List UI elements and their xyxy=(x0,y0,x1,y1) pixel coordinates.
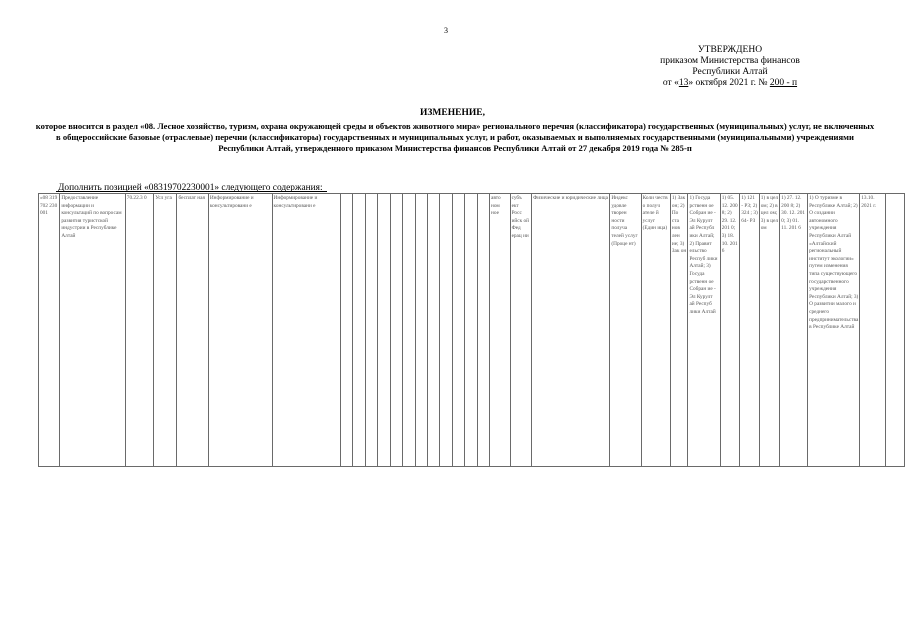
cell-content-1: Информирование и консультировани е xyxy=(208,194,272,467)
cell-empty xyxy=(465,194,477,467)
approval-number: 200 - п xyxy=(769,78,798,88)
cell-founder: субъ ект Росс ийск ой Фед ерац ии xyxy=(510,194,532,467)
approval-stamp xyxy=(600,45,860,89)
cell-act-type: 1) Зак он; 2) По ста нов лен ие; 3) Зак он xyxy=(670,194,688,467)
cell-act-effective-date: 1) 27. 12. 200 8; 2) 30. 12. 201 0; 3) 01. 11. 201 6 xyxy=(780,194,808,467)
approval-date-line xyxy=(600,78,860,89)
approval-line-3: Республики Алтай xyxy=(692,67,768,77)
cell-payment: бесплат ная xyxy=(177,194,208,467)
cell-act-scope: 1) в цел ом; 2) в цел ом; 3) в цел ом xyxy=(759,194,779,467)
cell-quality-indicator: Индекс удовле творен ности получа телей услуг (Проце нт) xyxy=(610,194,641,467)
cell-empty xyxy=(378,194,390,467)
table-row xyxy=(39,194,905,467)
cell-empty xyxy=(885,194,904,467)
classifier-table xyxy=(38,193,905,467)
lead-sentence: Дополнить позицией «08319702230001» следующего содержания: xyxy=(58,183,323,193)
cell-act-date: 1) 05. 12. 200 8; 2) 29. 12. 201 0; 3) 18. 10. 201 6 xyxy=(720,194,739,467)
cell-act-issuer: 1) Госуда рственн ое Собран ие - Эл Курулт ай Республ ики Алтай; 2) Правит ельство Респуб лики Алтай; 3) Госуда рственн ое Собран ие - Эл Курулт ай Респуб лики Алтай xyxy=(688,194,720,467)
approval-date-mid: » октября 2021 г. № xyxy=(688,78,768,88)
approval-line-2: приказом Министерства финансов xyxy=(660,56,800,66)
cell-act-number: 1) 121 - РЗ; 2) 324 ; 3) 64- РЗ xyxy=(740,194,759,467)
document-title: ИЗМЕНЕНИЕ, xyxy=(420,108,485,118)
approval-day: 13 xyxy=(678,78,689,88)
approval-line-1: УТВЕРЖДЕНО xyxy=(697,45,763,55)
cell-content-2: Информирование и консультировани е xyxy=(272,194,340,467)
cell-okved: 70.22.3 0 xyxy=(125,194,153,467)
cell-volume-indicator: Коли честв о получ ателе й услуг (Един ица) xyxy=(641,194,670,467)
cell-empty xyxy=(440,194,452,467)
cell-empty xyxy=(353,194,365,467)
page-number: 3 xyxy=(444,26,448,35)
cell-institution-type: авто ном ное xyxy=(490,194,511,467)
cell-inclusion-date: 13.10. 2021 г. xyxy=(860,194,885,467)
approval-date-prefix: от « xyxy=(662,78,679,88)
cell-empty xyxy=(390,194,402,467)
cell-empty xyxy=(452,194,464,467)
cell-empty xyxy=(365,194,377,467)
cell-consumers: Физические и юридические лица xyxy=(532,194,610,467)
cell-service-name: Предоставление информации и консультаций по вопросам развития туристской индустрии в Республике Алтай xyxy=(60,194,125,467)
cell-empty xyxy=(427,194,439,467)
cell-type: Усл уга xyxy=(154,194,177,467)
cell-empty xyxy=(403,194,415,467)
cell-empty xyxy=(415,194,427,467)
document-subtitle: которое вносится в раздел «08. Лесное хозяйство, туризм, охрана окружающей среды и объектов животного мира» регионального перечня (классификатора) государственных (муниципальных) услуг, не включенных в общероссийские базовые (отраслевые) перечни (классификаторы) государственных и муниципальных услуг, и работ, оказываемых и выполняемых государственными (муниципальными) учреждениями Республики Алтай, утвержденного приказом Министерства финансов Республики Алтай от 27 декабря 2019 года № 285-п xyxy=(35,121,875,153)
cell-act-title: 1) О туризме в Республике Алтай; 2) О создании автономного учреждения Республики Алтай «Алтайский региональный институт экологии» путем изменения типа существующего государственного учреждения Республики Алтай; 3) О развитии малого и среднего предпринимательства в Республике Алтай xyxy=(808,194,860,467)
cell-empty xyxy=(477,194,489,467)
cell-empty xyxy=(340,194,352,467)
cell-code: «08 319 702 230 001 xyxy=(39,194,60,467)
